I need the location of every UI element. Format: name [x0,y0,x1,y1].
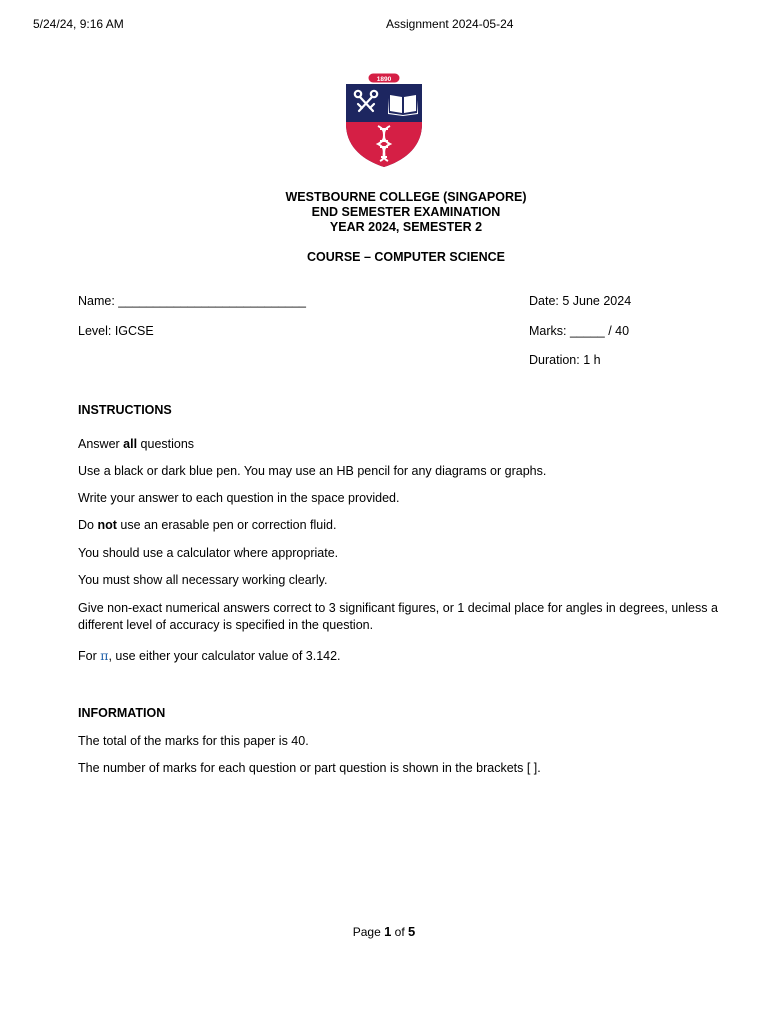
information-heading: INFORMATION [78,706,166,720]
print-datetime: 5/24/24, 9:16 AM [33,17,124,31]
instructions-heading: INSTRUCTIONS [78,403,172,417]
exam-title: END SEMESTER EXAMINATION [311,205,501,219]
information-total: The total of the marks for this paper is 40. [78,734,309,748]
instruction-space: Write your answer to each question in the space provided. [78,491,400,505]
instruction-pen: Use a black or dark blue pen. You may use an HB pencil for any diagrams or graphs. [78,464,547,478]
instruction-no-erase: Do not use an erasable pen or correction fluid. [78,518,337,532]
pi-symbol: π [100,648,109,663]
print-doc-title: Assignment 2024-05-24 [386,17,514,31]
level-field: Level: IGCSE [78,324,154,338]
instruction-pi: For π, use either your calculator value of 3.142. [78,648,341,663]
instruction-calculator: You should use a calculator where appropriate. [78,546,339,560]
course-title: COURSE – COMPUTER SCIENCE [307,250,505,264]
page-footer: Page 1 of 5 [352,924,416,939]
information-brackets: The number of marks for each question or part question is shown in the brackets [ ]. [78,761,541,775]
crest-year: 1890 [376,75,392,83]
marks-field: Marks: _____ / 40 [529,324,630,338]
instruction-answer-all: Answer all questions [78,437,195,451]
school-crest-logo [343,70,425,168]
instruction-accuracy: Give non-exact numerical answers correct to 3 significant figures, or 1 decimal place for angles in degrees, unless a different level of accuracy is specified in the question. [78,601,718,632]
exam-term: YEAR 2024, SEMESTER 2 [329,220,483,234]
date-field: Date: 5 June 2024 [529,294,632,308]
school-name: WESTBOURNE COLLEGE (SINGAPORE) [285,190,527,204]
duration-field: Duration: 1 h [529,353,601,367]
instruction-working: You must show all necessary working clearly. [78,573,328,587]
name-field: Name: ___________________________ [78,294,306,308]
